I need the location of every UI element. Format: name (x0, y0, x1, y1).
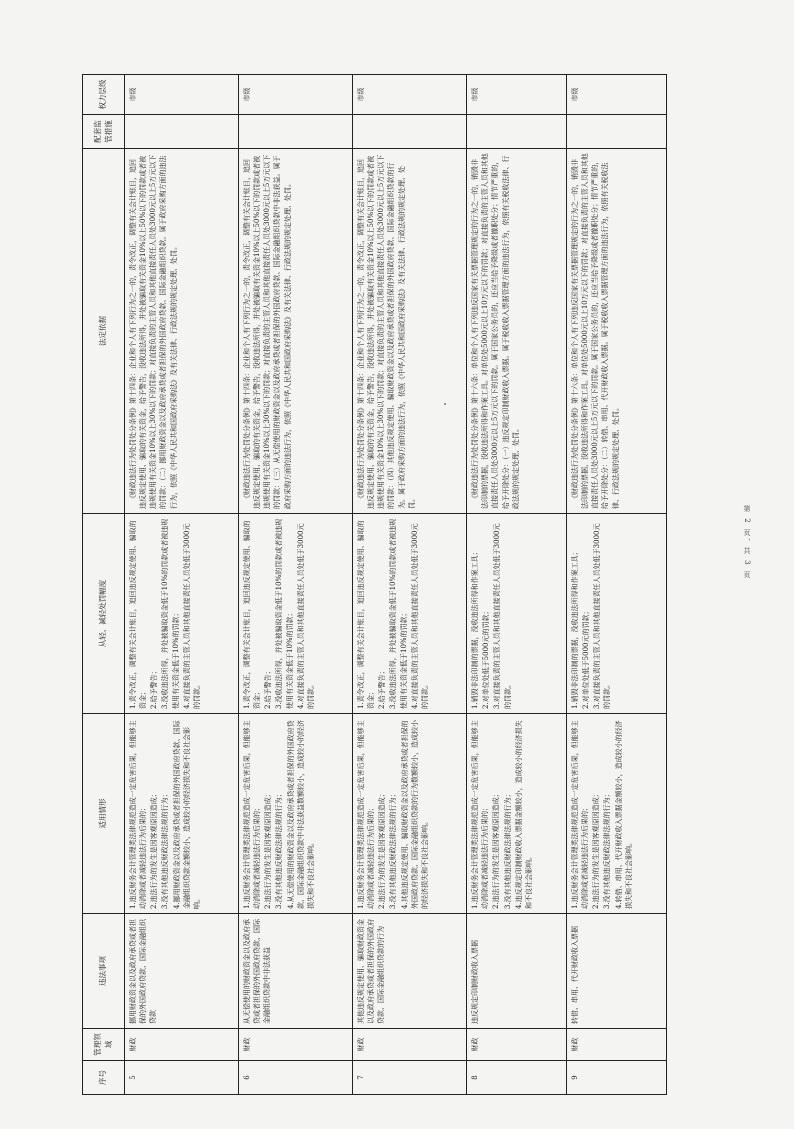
domain-cell: 财政 (467, 1029, 567, 1061)
scope-item: 3.没有其他违反财政法律法规的行为； (503, 790, 512, 909)
measures-cell (239, 115, 353, 149)
discretion-item: 4.对直接负责的主管人员和其他直接责任人员处低于3000元的罚款。 (296, 523, 315, 709)
basis-cell (125, 149, 239, 514)
seq-cell: 8 (467, 1061, 567, 1095)
table-row (239, 75, 353, 1095)
header-discretion: 从轻、减轻处罚幅度 (83, 514, 125, 714)
header-domain: 管理领域 (83, 1029, 125, 1061)
table-row (567, 75, 667, 1095)
scope-item: 2.违法行为的发生是因客观原因造成； (264, 790, 273, 909)
matter-cell: 其他违反规定使用、骗取财政资金以及政府承贷或者担保的外国政府贷款、国际金融组织贷款的行为 (353, 914, 467, 1029)
discretion-item: 3.没收违法所得，并处被骗取资金低于10%的罚款或者被违规使用有关资金低于10%的罚款； (389, 518, 408, 709)
discretion-item: 1.销毁非法印制的票据，没收违法所得和作案工具； (571, 548, 580, 709)
header-level: 权力层级 (83, 75, 125, 115)
scope-item: 3.没有其他违反财政法律法规的行为； (275, 790, 284, 909)
measures-cell (125, 115, 239, 149)
scope-cell (239, 714, 353, 914)
page-number-footer: 第 2 页，共 3 页 (743, 505, 751, 580)
basis-cell (239, 149, 353, 514)
seq-cell: 6 (239, 1061, 353, 1095)
basis-text: 《财政违法行为处罚处分条例》第十四条：企业和个人有下列行为之一的，责令改正，调整有关会计账目，追回违反规定使用、骗取的有关资金，给予警告，没收违法所得，并处被骗取有关资金10%以上50%以下的罚款或者被违规使用有关资金10%以上30%以下的罚款；对直接负责的主管人员和其他直接责任人员处3000元以上5万元以下的罚款：（三）从无偿使用的财政资金以及政府承贷或者担保的外国政府贷款、国际金融组织贷款中非法获益。属于政府采购方面的违法行为，依照《中华人民共和国政府采购法》及有关法律、行政法规的规定处理、处罚。 (243, 154, 292, 509)
scope-item: 4.挪用财政资金以及政府承贷或者担保的外国政府贷款、国际金融组织贷款金额较小，造成较小的经济损失和不良社会影响。 (172, 720, 201, 909)
seq-cell: 9 (567, 1061, 667, 1095)
header-row (83, 75, 125, 1095)
level-cell: 市级 (353, 75, 467, 115)
header-seq: 序号 (83, 1061, 125, 1095)
matter-cell: 挪用财政资金以及政府承贷或者担保的外国政府贷款、国际金融组织贷款 (125, 914, 239, 1029)
scope-item: 4.违反规定印制财政收入票据金额较小，造成较小的经济损失和不良社会影响。 (514, 720, 533, 909)
scope-item: 1.违反财务会计管理类法律规范造成一定危害后果，但能够主动消除或者减轻违法行为后果的； (129, 720, 148, 909)
scope-item: 4.其他违反规定使用、骗取财政资金以及政府承贷或者担保的外国政府贷款、国际金融组织贷款的行为数额较小，造成较小的经济损失和不良社会影响。 (400, 720, 429, 909)
discretion-cell (239, 514, 353, 714)
scope-item: 1.违反财务会计管理类法律规范造成一定危害后果，但能够主动消除或者减轻违法行为后果的； (571, 720, 590, 909)
discretion-cell (353, 514, 467, 714)
matter-cell: 违反规定印制财政收入票据 (467, 914, 567, 1029)
matter-cell: 转借、串用、代开财政收入票据 (567, 914, 667, 1029)
header-measures: 配套监管措施 (83, 115, 125, 149)
discretion-item: 1.销毁非法印制的票据，没收违法所得和作案工具； (471, 548, 480, 709)
discretion-item: 4.对直接负责的主管人员和其他直接责任人员处低于3000元的罚款。 (182, 523, 201, 709)
discretion-item: 1.责令改正，调整有关会计账目，追回违反规定使用、骗取的资金； (357, 520, 376, 709)
measures-cell (353, 115, 467, 149)
scope-item: 4.从无偿使用的财政资金以及政府承贷或者担保的外国政府贷款、国际金融组织贷款中非法获益数额较小，造成较小的经济损失和不良社会影响。 (286, 720, 315, 909)
basis-cell (567, 149, 667, 514)
discretion-item: 4.对直接负责的主管人员和其他直接责任人员处低于3000元的罚款。 (410, 523, 429, 709)
table-row (467, 75, 567, 1095)
discretion-item: 2.给予警告； (150, 667, 159, 709)
discretion-item: 2.对单位处低于5000元的罚款； (582, 607, 591, 709)
basis-cell (467, 149, 567, 514)
scope-item: 2.违法行为的发生是因客观原因造成； (592, 790, 601, 909)
level-cell: 市级 (567, 75, 667, 115)
level-cell: 市级 (467, 75, 567, 115)
scope-cell (353, 714, 467, 914)
scope-item: 3.没有其他违反财政法律法规的行为； (603, 790, 612, 909)
discretion-item: 2.给予警告； (264, 667, 273, 709)
header-scope: 适用情形 (83, 714, 125, 914)
domain-cell: 财政 (567, 1029, 667, 1061)
discretion-cell (467, 514, 567, 714)
discretion-item: 2.给予警告； (378, 667, 387, 709)
basis-cell (353, 149, 467, 514)
table-row (353, 75, 467, 1095)
domain-cell: 财政 (239, 1029, 353, 1061)
scope-item: 1.违反财务会计管理类法律规范造成一定危害后果，但能够主动消除或者减轻违法行为后果的； (243, 720, 262, 909)
seq-cell: 7 (353, 1061, 467, 1095)
measures-cell (467, 115, 567, 149)
discretion-item: 3.没收违法所得，并处被骗取资金低于10%的罚款或者被违规使用有关资金低于10%的罚款； (275, 518, 294, 709)
scope-item: 2.违法行为的发生是因客观原因造成； (150, 790, 159, 909)
basis-text: 《财政违法行为处罚处分条例》第十六条：单位和个人有下列违反国家有关票据管理规定的行为之一的，销毁非法印制的票据，没收违法所得和作案工具。对单位处5000元以上10万元以下的罚款；对直接负责的主管人员和其他直接责任人员处3000元以上5万元以下的罚款。属于国家公务员的，还应当给予降级或者撤职处分；情节严重的，给予开除处分：（一）违反规定印制财政收入票据。属于税收收入票据管理方面的违法行为，依照有关税收法律、行政法规的规定处理、处罚。 (471, 153, 520, 509)
basis-text: 《财政违法行为处罚处分条例》第十四条：企业和个人有下列行为之一的，责令改正，调整有关会计账目，追回违反规定使用、骗取的有关资金，给予警告，没收违法所得，并处被骗取有关资金10%以上50%以下的罚款或者被违规使用有关资金10%以上30%以下的罚款；对直接负责的主管人员和其他直接责任人员处3000元以上5万元以下的罚款：（四）其他违反规定使用、骗取财政资金以及政府承贷或者担保的外国政府贷款、国际金融组织贷款的行为。属于政府采购方面的违法行为，依照《中华人民共和国政府采购法》及有关法律、行政法规的规定处理、处罚。 (357, 154, 416, 509)
scope-cell (125, 714, 239, 914)
header-basis: 法定依据 (83, 149, 125, 514)
header-matter: 违法事项 (83, 914, 125, 1029)
scan-speck (444, 403, 446, 405)
domain-cell: 财政 (125, 1029, 239, 1061)
scope-cell (467, 714, 567, 914)
level-cell: 市级 (239, 75, 353, 115)
level-cell: 市级 (125, 75, 239, 115)
scope-item: 3.没有其他违反财政法律法规的行为； (389, 790, 398, 909)
discretion-item: 1.责令改正，调整有关会计账目，追回违反规定使用、骗取的资金； (243, 520, 262, 709)
scope-item: 1.违反财务会计管理类法律规范造成一定危害后果，但能够主动消除或者减轻违法行为后果的； (357, 720, 376, 909)
discretion-item: 2.对单位处低于5000元的罚款； (482, 607, 491, 709)
matter-cell: 从无偿使用的财政资金以及政府承贷或者担保的外国政府贷款、国际金融组织贷款中非法获益 (239, 914, 353, 1029)
scope-cell (567, 714, 667, 914)
discretion-item: 3.对直接负责的主管人员和其他直接责任人员处低于3000元的罚款。 (493, 523, 512, 709)
basis-text: 《财政违法行为处罚处分条例》第十六条：单位和个人有下列违反国家有关票据管理规定的行为之一的，销毁非法印制的票据，没收违法所得和作案工具。对单位处5000元以上10万元以下的罚款；对直接负责的主管人员和其他直接责任人员处3000元以上5万元以下的罚款。属于国家公务员的，还应当给予降级或者撤职处分；情节严重的，给予开除处分：（二）转借、串用、代开财政收入票据。属于税收收入票据管理方面的违法行为，依照有关税收法律、行政法规的规定处理、处罚。 (571, 153, 620, 509)
discretion-cell (567, 514, 667, 714)
seq-cell: 5 (125, 1061, 239, 1095)
domain-cell: 财政 (353, 1029, 467, 1061)
scope-item: 1.违反财务会计管理类法律规范造成一定危害后果，但能够主动消除或者减轻违法行为后果的； (471, 720, 490, 909)
penalty-discretion-table (82, 74, 667, 1095)
discretion-item: 3.对直接负责的主管人员和其他直接责任人员处低于3000元的罚款。 (593, 523, 612, 709)
discretion-item: 3.没收违法所得，并处被骗取资金低于10%的罚款或者被违规使用有关资金低于10%的罚款； (161, 518, 180, 709)
discretion-cell (125, 514, 239, 714)
scope-item: 2.违法行为的发生是因客观原因造成； (378, 790, 387, 909)
basis-text: 《财政违法行为处罚处分条例》第十四条：企业和个人有下列行为之一的，责令改正，调整有关会计账目，追回违反规定使用、骗取的有关资金，给予警告，没收违法所得，并处被骗取有关资金10%以上50%以下的罚款或者被违规使用有关资金10%以上30%以下的罚款；对直接负责的主管人员和其他直接责任人员处3000元以上5万元以下的罚款：（二）挪用财政资金以及政府承贷或者担保的外国政府贷款、国际金融组织贷款。属于政府采购方面的违法行为，依照《中华人民共和国政府采购法》及有关法律、行政法规的规定处理、处罚。 (129, 154, 178, 509)
scope-item: 3.没有其他违反财政法律法规的行为； (161, 790, 170, 909)
table-row (125, 75, 239, 1095)
scope-item: 4.转借、串用、代开财政收入票据金额较小，造成较小的经济损失和不良社会影响。 (614, 720, 633, 909)
discretion-item: 1.责令改正，调整有关会计账目，追回违反规定使用、骗取的资金； (129, 520, 148, 709)
scope-item: 2.违法行为的发生是因客观原因造成； (492, 790, 501, 909)
measures-cell (567, 115, 667, 149)
rotated-document-page (82, 75, 667, 1095)
